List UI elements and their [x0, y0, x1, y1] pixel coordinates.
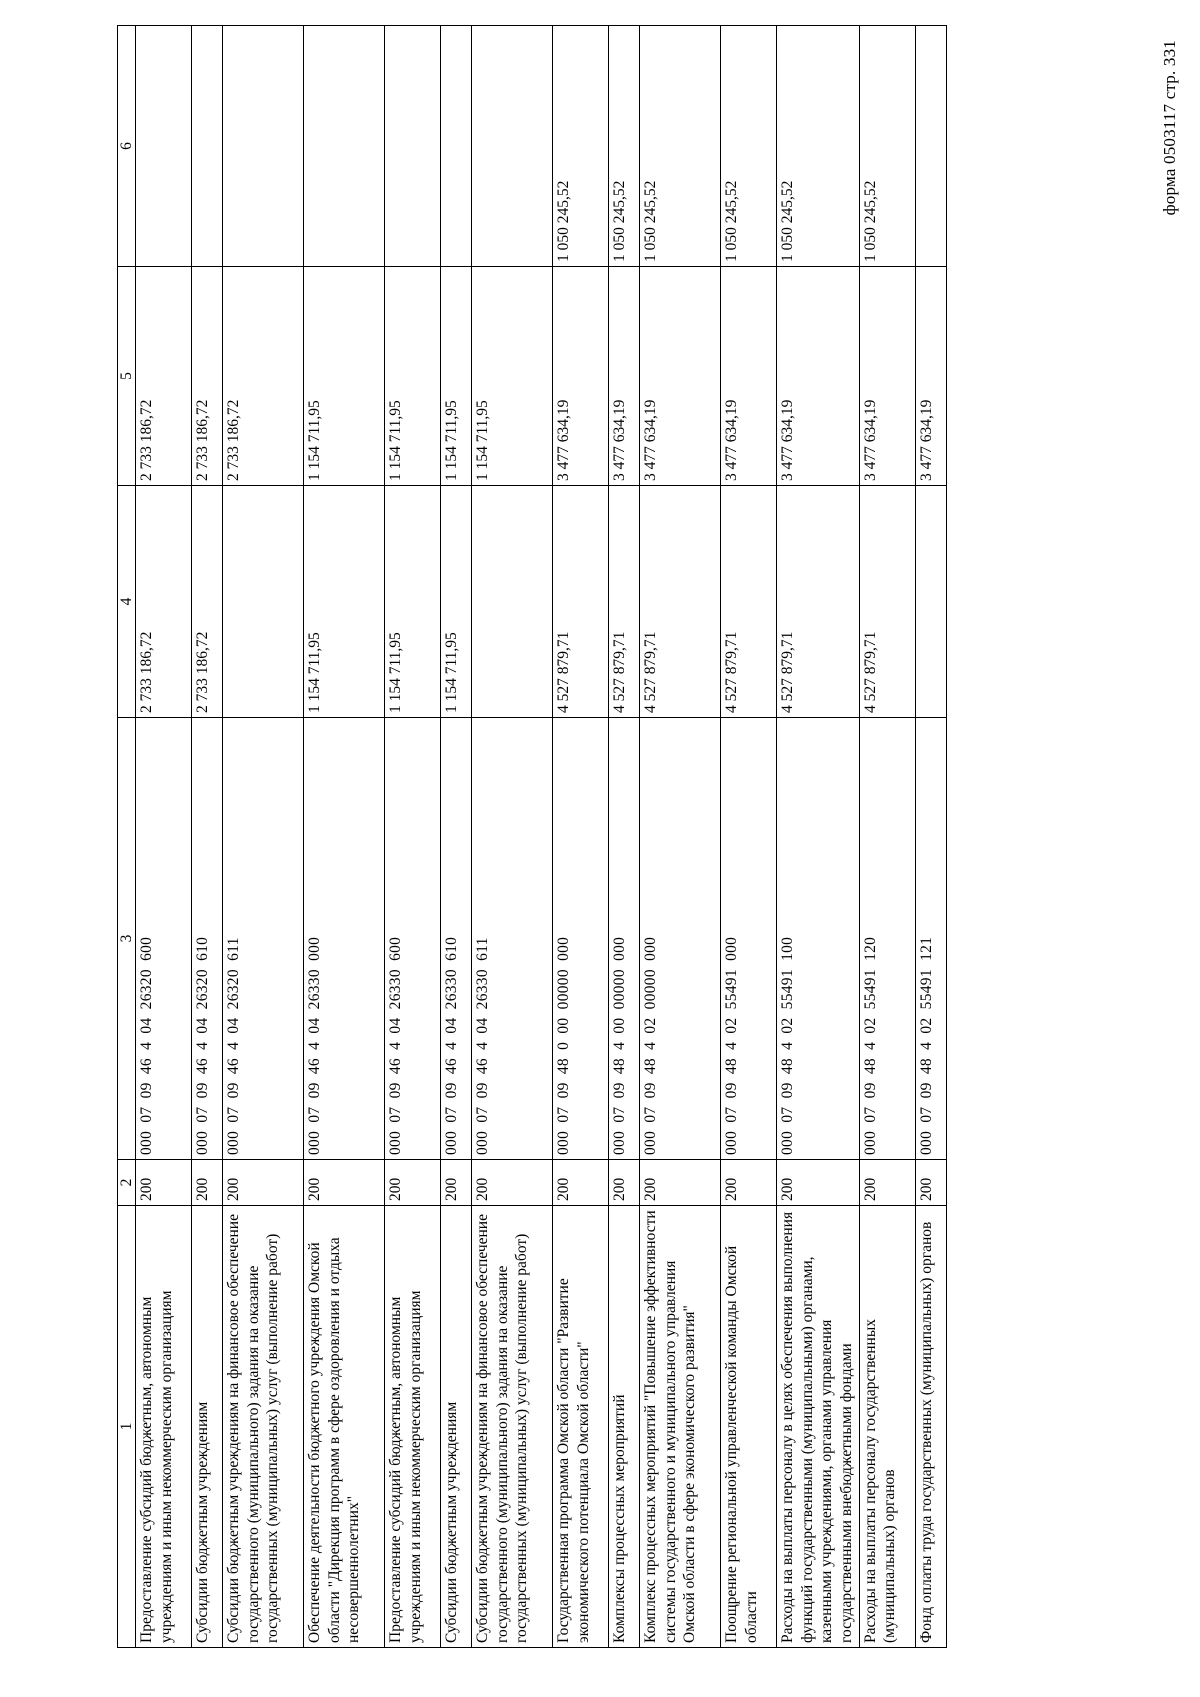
- row-name: Предоставление субсидий бюджетным, автономным учреждениям и иным некоммерческим организациям: [136, 1206, 192, 1648]
- approved-amount: [472, 486, 553, 718]
- budget-classification-code: 000 07 09 46 4 04 26330 611: [472, 718, 553, 1160]
- table-row: [553, 26, 609, 1648]
- unexecuted-amount: 1 050 245,52: [721, 26, 777, 267]
- unexecuted-amount: [304, 26, 385, 267]
- table-row: [385, 26, 441, 1648]
- line-code: 200: [915, 1160, 946, 1206]
- column-header: 5: [118, 267, 136, 486]
- column-number-row: [118, 26, 136, 1648]
- line-code: 200: [721, 1160, 777, 1206]
- table-row: [640, 26, 721, 1648]
- budget-classification-code: 000 07 09 46 4 04 26330 000: [304, 718, 385, 1160]
- unexecuted-amount: 1 050 245,52: [553, 26, 609, 267]
- budget-classification-code: 000 07 09 48 4 02 55491 121: [915, 718, 946, 1160]
- approved-amount: [223, 486, 304, 718]
- line-code: 200: [859, 1160, 915, 1206]
- budget-classification-code: 000 07 09 46 4 04 26320 610: [192, 718, 223, 1160]
- approved-amount: 4 527 879,71: [553, 486, 609, 718]
- budget-classification-code: 000 07 09 48 4 02 55491 120: [859, 718, 915, 1160]
- unexecuted-amount: [472, 26, 553, 267]
- line-code: 200: [441, 1160, 472, 1206]
- line-code: 200: [777, 1160, 860, 1206]
- executed-amount: 1 154 711,95: [304, 267, 385, 486]
- line-code: 200: [223, 1160, 304, 1206]
- executed-amount: 2 733 186,72: [136, 267, 192, 486]
- table-row: [192, 26, 223, 1648]
- budget-classification-code: 000 07 09 46 4 04 26330 600: [385, 718, 441, 1160]
- unexecuted-amount: [192, 26, 223, 267]
- unexecuted-amount: [223, 26, 304, 267]
- budget-classification-code: 000 07 09 48 4 02 55491 100: [777, 718, 860, 1160]
- row-name: Обеспечение деятельности бюджетного учреждения Омской области "Дирекция программ в сфере оздоровления и отдыха несовершеннолетних": [304, 1206, 385, 1648]
- approved-amount: 2 733 186,72: [136, 486, 192, 718]
- budget-classification-code: 000 07 09 48 4 02 00000 000: [640, 718, 721, 1160]
- executed-amount: 3 477 634,19: [553, 267, 609, 486]
- unexecuted-amount: 1 050 245,52: [859, 26, 915, 267]
- approved-amount: 1 154 711,95: [385, 486, 441, 718]
- line-code: 200: [192, 1160, 223, 1206]
- executed-amount: 1 154 711,95: [472, 267, 553, 486]
- table-row: [472, 26, 553, 1648]
- approved-amount: 1 154 711,95: [441, 486, 472, 718]
- executed-amount: 1 154 711,95: [385, 267, 441, 486]
- row-name: Субсидии бюджетным учреждениям: [192, 1206, 223, 1648]
- line-code: 200: [472, 1160, 553, 1206]
- column-header: 4: [118, 486, 136, 718]
- unexecuted-amount: 1 050 245,52: [640, 26, 721, 267]
- row-name: Расходы на выплаты персоналу в целях обеспечения выполнения функций государственными (муниципальными) органами, казенными учреждениями, органами управления государственными внебюджетными фондами: [777, 1206, 860, 1648]
- table-row: [223, 26, 304, 1648]
- form-label: форма 0503117 стр. 331: [1160, 40, 1179, 216]
- executed-amount: 3 477 634,19: [721, 267, 777, 486]
- budget-classification-code: 000 07 09 46 4 04 26320 600: [136, 718, 192, 1160]
- row-name: Государственная программа Омской области "Развитие экономического потенциала Омской области": [553, 1206, 609, 1648]
- approved-amount: 4 527 879,71: [609, 486, 640, 718]
- column-header: 1: [118, 1206, 136, 1648]
- executed-amount: 3 477 634,19: [915, 267, 946, 486]
- table-row: [777, 26, 860, 1648]
- table-row: [441, 26, 472, 1648]
- column-header: 2: [118, 1160, 136, 1206]
- line-code: 200: [136, 1160, 192, 1206]
- row-name: Предоставление субсидий бюджетным, автономным учреждениям и иным некоммерческим организациям: [385, 1206, 441, 1648]
- table-row: [609, 26, 640, 1648]
- table-row: [304, 26, 385, 1648]
- row-name: Субсидии бюджетным учреждениям на финансовое обеспечение государственного (муниципального) задания на оказание государственных (муниципальных) услуг (выполнение работ): [223, 1206, 304, 1648]
- executed-amount: 3 477 634,19: [777, 267, 860, 486]
- budget-classification-code: 000 07 09 48 0 00 00000 000: [553, 718, 609, 1160]
- budget-classification-code: 000 07 09 46 4 04 26330 610: [441, 718, 472, 1160]
- budget-classification-code: 000 07 09 46 4 04 26320 611: [223, 718, 304, 1160]
- approved-amount: [915, 486, 946, 718]
- table-row: [721, 26, 777, 1648]
- executed-amount: 3 477 634,19: [859, 267, 915, 486]
- line-code: 200: [385, 1160, 441, 1206]
- approved-amount: 4 527 879,71: [859, 486, 915, 718]
- unexecuted-amount: [385, 26, 441, 267]
- line-code: 200: [640, 1160, 721, 1206]
- budget-classification-code: 000 07 09 48 4 00 00000 000: [609, 718, 640, 1160]
- executed-amount: 2 733 186,72: [223, 267, 304, 486]
- budget-execution-table: [117, 25, 947, 1648]
- approved-amount: 4 527 879,71: [721, 486, 777, 718]
- unexecuted-amount: [915, 26, 946, 267]
- row-name: Комплекс процессных мероприятий "Повышение эффективности системы государственного и муниципального управления Омской области в сфере экономического развития": [640, 1206, 721, 1648]
- row-name: Комплексы процессных мероприятий: [609, 1206, 640, 1648]
- row-name: Субсидии бюджетным учреждениям: [441, 1206, 472, 1648]
- executed-amount: 3 477 634,19: [640, 267, 721, 486]
- line-code: 200: [553, 1160, 609, 1206]
- unexecuted-amount: [136, 26, 192, 267]
- executed-amount: 2 733 186,72: [192, 267, 223, 486]
- row-name: Расходы на выплаты персоналу государственных (муниципальных) органов: [859, 1206, 915, 1648]
- approved-amount: 1 154 711,95: [304, 486, 385, 718]
- unexecuted-amount: 1 050 245,52: [609, 26, 640, 267]
- column-header: 6: [118, 26, 136, 267]
- budget-classification-code: 000 07 09 48 4 02 55491 000: [721, 718, 777, 1160]
- unexecuted-amount: 1 050 245,52: [777, 26, 860, 267]
- line-code: 200: [609, 1160, 640, 1206]
- row-name: Субсидии бюджетным учреждениям на финансовое обеспечение государственного (муниципального) задания на оказание государственных (муниципальных) услуг (выполнение работ): [472, 1206, 553, 1648]
- unexecuted-amount: [441, 26, 472, 267]
- approved-amount: 4 527 879,71: [640, 486, 721, 718]
- table-row: [136, 26, 192, 1648]
- executed-amount: 3 477 634,19: [609, 267, 640, 486]
- table-row: [915, 26, 946, 1648]
- line-code: 200: [304, 1160, 385, 1206]
- approved-amount: 2 733 186,72: [192, 486, 223, 718]
- row-name: Поощрение региональной управленческой команды Омской области: [721, 1206, 777, 1648]
- executed-amount: 1 154 711,95: [441, 267, 472, 486]
- column-header: 3: [118, 718, 136, 1160]
- table-row: [859, 26, 915, 1648]
- approved-amount: 4 527 879,71: [777, 486, 860, 718]
- row-name: Фонд оплаты труда государственных (муниципальных) органов: [915, 1206, 946, 1648]
